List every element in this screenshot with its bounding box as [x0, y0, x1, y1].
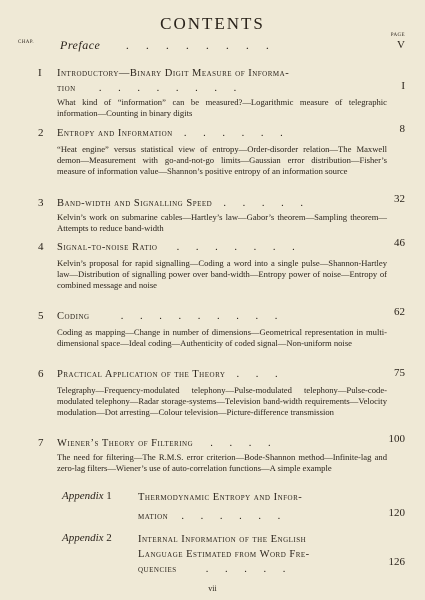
appendix-leader: . . . . . . — [181, 511, 288, 522]
chapter-title: Wiener’s Theory of Filtering — [57, 438, 194, 449]
page-title: CONTENTS — [160, 14, 265, 33]
chapter-description: What kind of “information” can be measured?—Logarithmic measure of telegraphic information—Counting in binary digits — [57, 97, 387, 118]
chapter-leader: . . . . . . . — [176, 242, 302, 253]
chapter-page: 46 — [394, 237, 405, 249]
appendix-title-cont: quencies — [138, 564, 177, 575]
chapter-number: 5 — [38, 310, 44, 322]
chapter-description: Kelvin’s proposal for rapid signalling—Coding a word into a single pulse—Shannon-Hartley law—Distribution of signalling power over band-width—Entropy power of noise—Entropy of combined message and noise — [57, 258, 387, 290]
chapter-page: 32 — [394, 193, 405, 205]
appendix-page: 120 — [388, 507, 405, 519]
preface-leader: . . . . . . . . — [125, 38, 276, 52]
chapter-number: 4 — [38, 241, 44, 253]
chapter-title: Entropy and Information — [57, 128, 173, 139]
chapter-title: Practical Application of the Theory — [57, 369, 226, 380]
chap-column-label: CHAP. — [18, 40, 35, 45]
chapter-leader: . . . . . — [223, 198, 310, 209]
appendix-title: Thermodynamic Entropy and Infor- — [138, 492, 303, 503]
page-column-label: PAGE — [390, 33, 405, 38]
appendix-label: Appendix — [62, 532, 104, 544]
preface-label: Preface — [60, 38, 101, 52]
chapter-description: “Heat engine” versus statistical view of entropy—Order-disorder relation—The Maxwell demon—Measurement with go-and-not-go limits—Gaussian error distribution—Fisher’s measure of information value—Shannon’s positive entropy of an information source — [57, 144, 387, 176]
chapter-number: I — [38, 67, 42, 79]
chapter-description: The need for filtering—The R.M.S. error criterion—Bode-Shannon method—Infinite-lag and zero-lag filters—Wiener’s use of auto-correlation functions—A simple example — [57, 452, 387, 473]
chapter-leader: . . . . . . . . . — [120, 311, 285, 322]
chapter-page: 62 — [394, 306, 405, 318]
chapter-leader: . . . — [236, 369, 285, 380]
appendix-leader: . . . . . — [205, 564, 293, 575]
chapter-page: 75 — [394, 367, 405, 379]
chapter-title: Introductory—Binary Digit Measure of Informa- — [57, 68, 290, 79]
appendix-number: 1 — [106, 490, 112, 502]
page-number-footer: vii — [208, 584, 217, 593]
appendix-page: 126 — [388, 556, 405, 568]
chapter-description: Coding as mapping—Change in number of dimensions—Geometrical representation in multi-dimensional space—Ideal coding—Authenticity of coded signal—Non-uniform noise — [57, 327, 387, 348]
appendix-title-cont: mation — [138, 511, 169, 522]
chapter-page: 8 — [399, 123, 405, 135]
chapter-page: 100 — [388, 433, 405, 445]
chapter-title: Band-width and Signalling Speed — [57, 198, 213, 209]
appendix-title-cont: Language Estimated from Word Fre- — [138, 549, 310, 560]
chapter-page: I — [401, 80, 405, 92]
chapter-title-cont: tion — [57, 83, 76, 94]
chapter-leader: . . . . — [210, 438, 278, 449]
appendix-number: 2 — [106, 532, 112, 544]
chapter-number: 7 — [38, 437, 44, 449]
appendix-title: Internal Information of the English — [138, 534, 307, 545]
chapter-number: 6 — [38, 368, 44, 380]
chapter-title: Signal-to-noise Ratio — [57, 242, 158, 253]
chapter-leader: . . . . . . . . — [98, 83, 244, 94]
chapter-title: Coding — [57, 311, 90, 322]
chapter-number: 2 — [38, 127, 44, 139]
chapter-description: Telegraphy—Frequency-modulated telephony—Pulse-modulated telephony—Pulse-code-modulated telephony—Radar storage-systems—Television band-width requirements—Velocity modulation—Dot arresting—Colour television—Picture-difference transmission — [57, 385, 387, 417]
chapter-leader: . . . . . . — [183, 128, 290, 139]
preface-page: V — [397, 39, 405, 51]
chapter-description: Kelvin’s work on submarine cables—Hartley’s law—Gabor’s theorem—Sampling theorem—Attempts to reduce band-width — [57, 212, 387, 233]
chapter-number: 3 — [38, 197, 44, 209]
appendix-label: Appendix — [62, 490, 104, 502]
